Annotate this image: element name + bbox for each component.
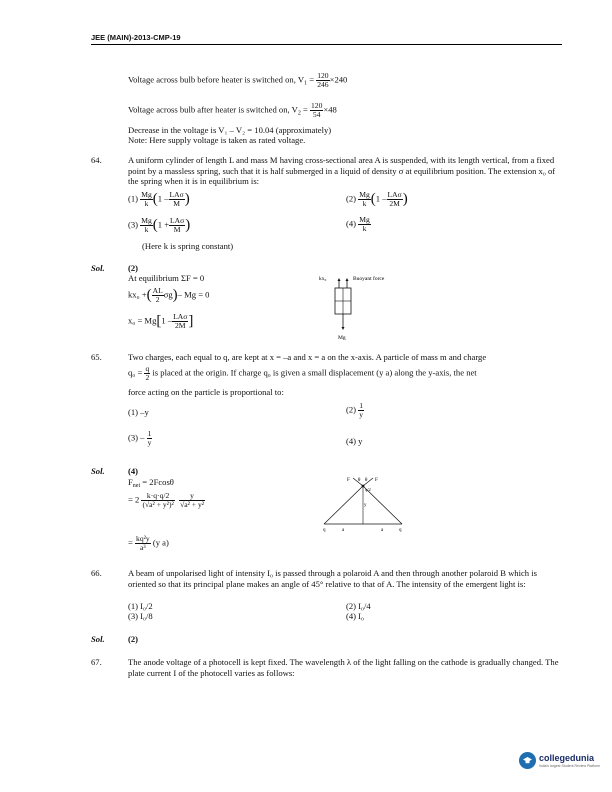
sol64-label: Sol. (91, 263, 105, 273)
diag-q-right: q (399, 528, 402, 533)
spring-arrowhead (338, 278, 341, 281)
q66-option-3: (3) I₀/8 (128, 611, 153, 621)
diag-a-right: a (381, 528, 384, 533)
v1-line: Voltage across bulb before heater is switched on, $V_1$ = $\frac{120}{246}$ ×240 (128, 71, 348, 89)
sol65-diagram (318, 476, 408, 534)
q65-option-3: (3) – $\frac{1}{y}$ (128, 429, 152, 447)
q65-option-4: (4) y (346, 436, 363, 446)
diag-buoyant-label: Buoyant force (353, 276, 385, 282)
q66-option-2: (2) I₀/4 (346, 601, 371, 611)
q64-option-1: (1) $\frac{Mg}{k}$ (1 – $\frac{\text{LAσ}}{M}$ ) (128, 189, 190, 208)
charge-dot (362, 485, 365, 488)
diag-mg-label: Mg (338, 335, 346, 340)
buoyant-arrowhead (346, 278, 349, 281)
q64-note: (Here k is spring constant) (142, 241, 234, 251)
sol65-eq2: = 2 $\frac{k\cdot q\cdot q/2}{\text{(√a² + y²)²}}$ $\frac{y}{\text{√a² + y²}}$ (128, 491, 205, 509)
weight-arrowhead (342, 327, 345, 330)
sol64-line1: At equilibrium ΣF = 0 (128, 273, 205, 283)
sol64-answer: (2) (128, 263, 139, 273)
decrease-line: Decrease in the voltage is V₁ – V₂ = 10.04 (approximately) (128, 125, 332, 135)
sol64-diagram (318, 268, 438, 340)
sol66-answer: (2) (128, 634, 139, 644)
q66-option-4: (4) I₀ (346, 611, 365, 621)
diag-F-right: F (375, 478, 378, 483)
diag-theta-left: θ (358, 478, 361, 483)
graduation-cap-icon (519, 752, 536, 769)
q64-text: A uniform cylinder of length L and mass M having cross-sectional area A is suspended, with its length vertical, from a fixed point by a massless spring, such that it is half submerged in a liquid of density σ at equilibrium position. The extension x₀ of the spring when it is in equilibrium is: (128, 155, 556, 187)
header-divider (91, 44, 562, 45)
q65-line3: force acting on the particle is proportional to: (128, 387, 284, 397)
diag-q-left: q (323, 528, 326, 533)
q66-text: A beam of unpolarised light of intensity I₀ is passed through a polaroid A and then through another polaroid B which is oriented so that its principal plane makes an angle of 45° relative to that of A. The intensity of the emergent light is: (128, 568, 537, 589)
page-header: JEE (MAIN)-2013-CMP-19 (91, 33, 181, 42)
diag-kx0-label: kx₀ (319, 276, 327, 282)
sol65-line1: $F_{net} = 2Fcos\theta$ (128, 477, 174, 489)
q67-text: The anode voltage of a photocell is kept fixed. The wavelength λ of the light falling on the cathode is gradually changed. The plate current I of the photocell varies as follows: (128, 657, 559, 678)
q67-number: 67. (91, 657, 102, 667)
q66-option-1: (1) I₀/2 (128, 601, 153, 611)
q65-line2: q₀ = $\frac{q}{2}$ is placed at the origin. If charge q₀ is given a small displacement (y a) along the y-axis, the net (128, 364, 477, 382)
diag-a-left: a (342, 528, 345, 533)
sol64-eq2: x₀ = Mg[1 – $\frac{\text{LAσ}}{2M}$ ] (128, 311, 194, 330)
v2-line: Voltage across bulb after heater is switched on, $V_2$ = $\frac{120}{54}$ ×48 (128, 101, 337, 119)
sol65-label: Sol. (91, 466, 105, 476)
q65-option-2: (2) $\frac{1}{y}$ (346, 401, 363, 419)
q66-number: 66. (91, 568, 102, 578)
sol65-answer: (4) (128, 466, 139, 476)
diag-q2-label: q/2 (365, 487, 371, 492)
note-line: Note: Here supply voltage is taken as rated voltage. (128, 135, 306, 145)
q64-option-2: (2) $\frac{Mg}{k}$ (1 – $\frac{\text{LAσ}}{2M}$ ) (346, 189, 408, 208)
diag-F-left: F (347, 478, 350, 483)
sol66-label: Sol. (91, 634, 105, 644)
q65-line1: Two charges, each equal to q, are kept at x = –a and x = a on the x-axis. A particle of mass m and charge (128, 352, 487, 362)
left-line (324, 486, 363, 524)
logo-tagline: India's largest Student Review Platform (539, 763, 600, 768)
q65-number: 65. (91, 352, 102, 362)
diag-y-label: y (364, 503, 367, 508)
diag-theta-right: θ (365, 478, 368, 483)
q64-option-3: (3) $\frac{Mg}{k}$ (1 + $\frac{\text{LAσ}}{M}$ ) (128, 215, 191, 234)
q65-option-1: (1) –y (128, 407, 149, 417)
collegedunia-logo (519, 752, 600, 769)
q64-number: 64. (91, 155, 102, 165)
logo-name: collegedunia (539, 752, 595, 763)
sol64-eq1: kx₀ +( $\frac{AL}{2}$ σg)– Mg = 0 (128, 285, 210, 304)
sol65-eq3: = $\frac{\text{kq²y}}{\text{a³}}$ (y a) (128, 534, 169, 552)
q64-option-4: (4) $\frac{Mg}{k}$ (346, 215, 370, 233)
